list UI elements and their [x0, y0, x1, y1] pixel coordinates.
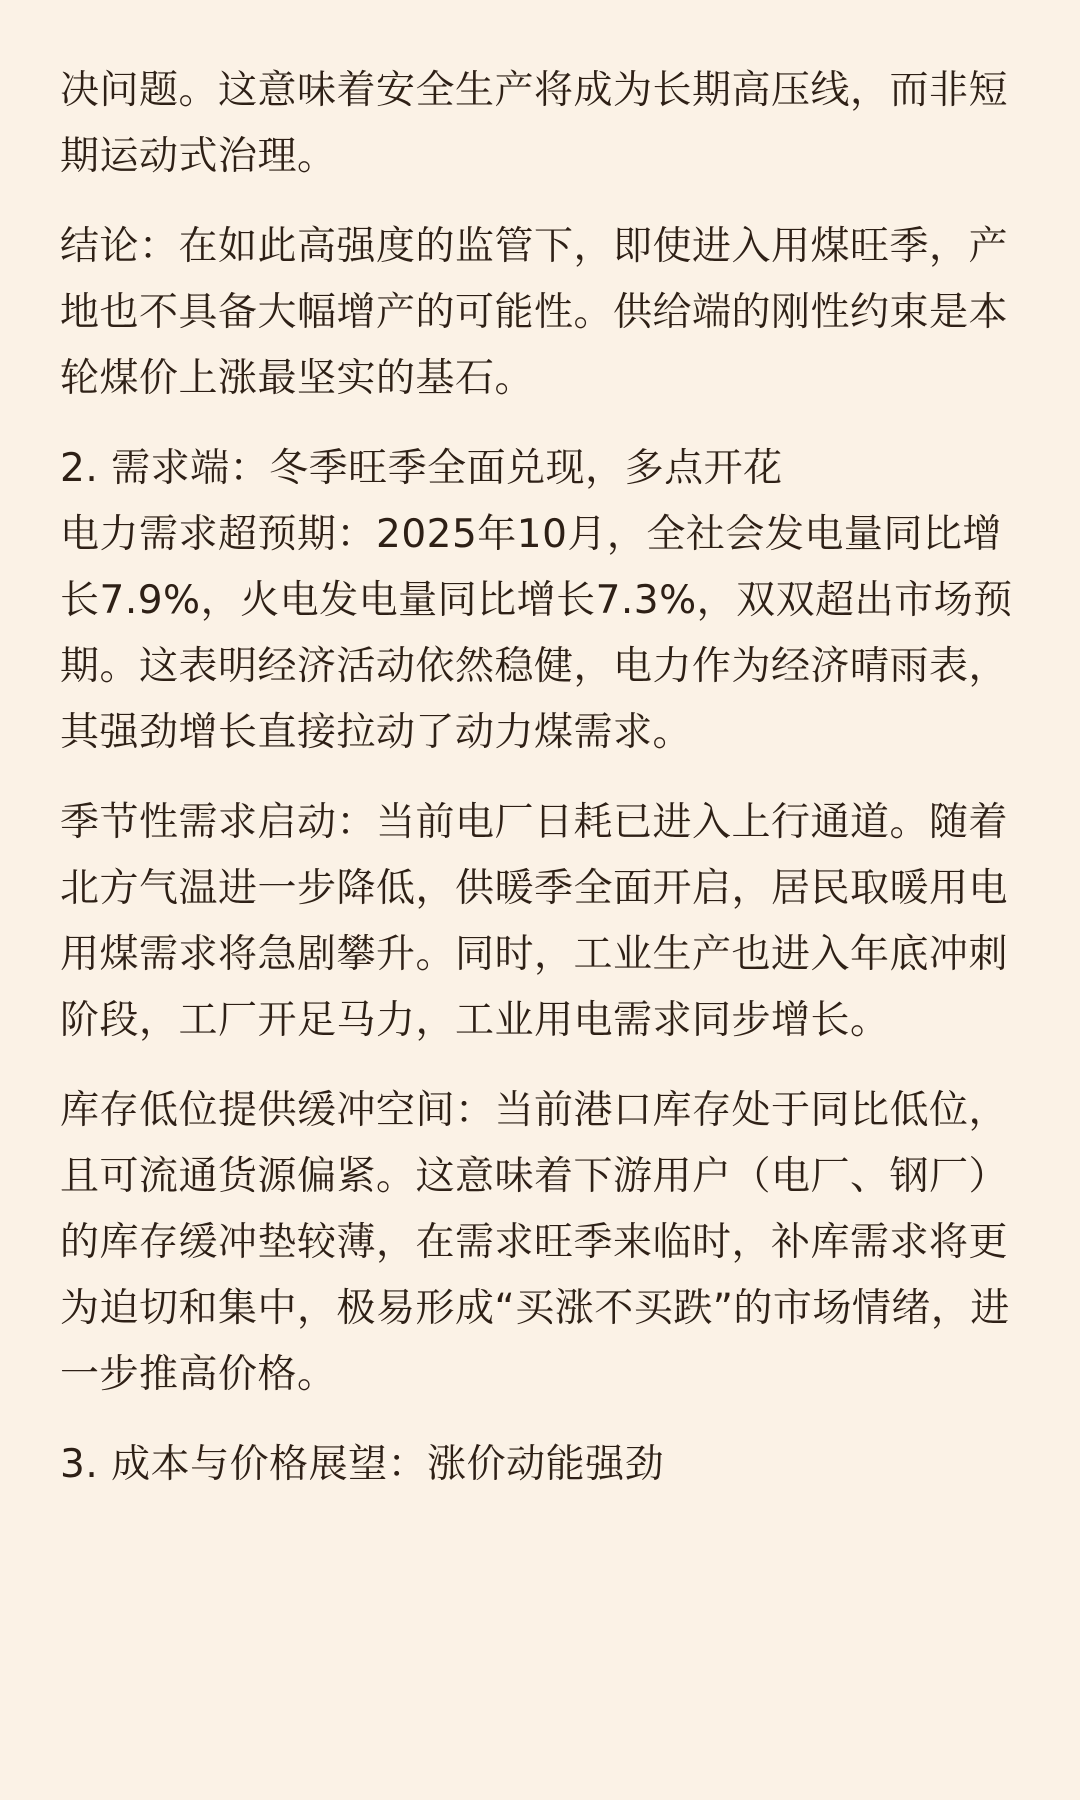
paragraph-power-demand: 电力需求超预期：2025年10月，全社会发电量同比增长7.9%，火电发电量同比增长7.3%，双双超出市场预期。这表明经济活动依然稳健，电力作为经济晴雨表，其强劲增长直接拉动了动力煤需求。 [60, 512, 1013, 755]
section-heading-demand: 2. 需求端：冬季旺季全面兑现，多点开花 [60, 446, 783, 491]
paragraph-safety-production: 决问题。这意味着安全生产将成为长期高压线，而非短期运动式治理。 [60, 68, 1009, 179]
paragraph-inventory: 库存低位提供缓冲空间：当前港口库存处于同比低位，且可流通货源偏紧。这意味着下游用户（电厂、钢厂）的库存缓冲垫较薄，在需求旺季来临时，补库需求将更为迫切和集中，极易形成“买涨不买跌”的市场情绪，进一步推高价格。 [60, 1088, 1010, 1397]
paragraph-seasonal-demand: 季节性需求启动：当前电厂日耗已进入上行通道。随着北方气温进一步降低，供暖季全面开启，居民取暖用电用煤需求将急剧攀升。同时，工业生产也进入年底冲刺阶段，工厂开足马力，工业用电需求同步增长。 [60, 800, 1009, 1043]
paragraph-conclusion: 结论：在如此高强度的监管下，即使进入用煤旺季，产地也不具备大幅增产的可能性。供给端的刚性约束是本轮煤价上涨最坚实的基石。 [60, 224, 1009, 401]
section-heading-price-outlook: 3. 成本与价格展望：涨价动能强劲 [60, 1442, 665, 1487]
